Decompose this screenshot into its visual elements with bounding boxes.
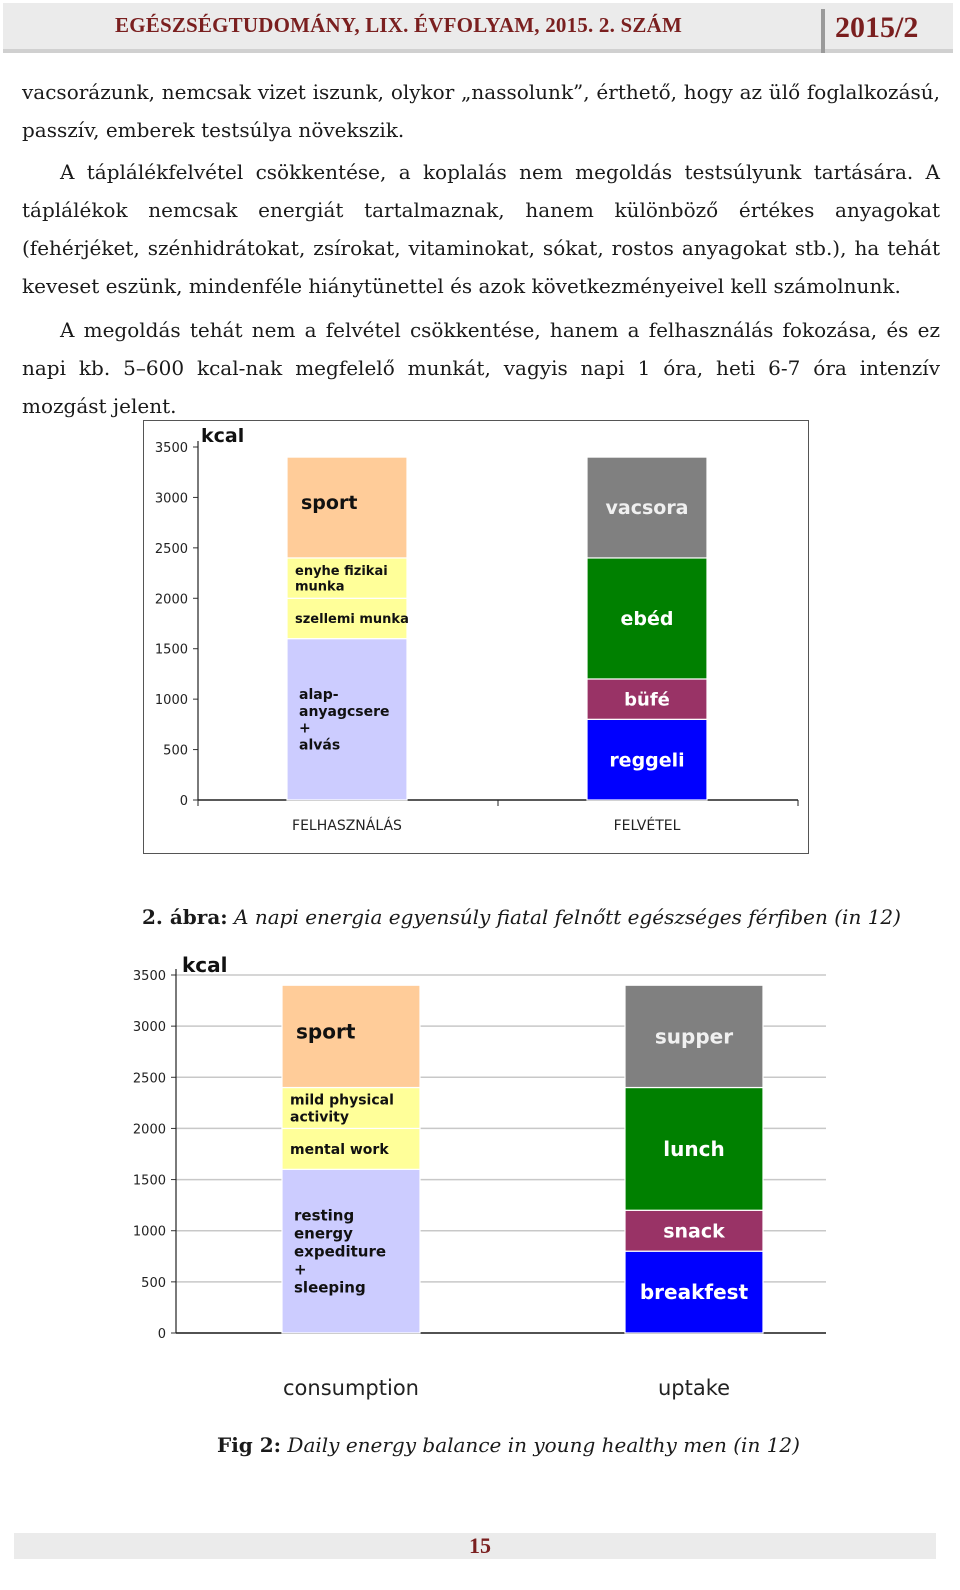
y-tick-label: 3500 (132, 969, 166, 984)
y-tick-label: 2000 (132, 1122, 166, 1138)
page-header (3, 3, 953, 53)
caption-text: Daily energy balance in young healthy men (in 12) (287, 1433, 800, 1457)
segment-label-sport: sport (301, 492, 358, 515)
y-tick-label: 2500 (132, 1071, 166, 1087)
y-tick-label: 0 (179, 794, 188, 809)
y-axis-label: kcal (182, 953, 228, 977)
category-label-felv-tel: FELVÉTEL (613, 818, 681, 834)
figure-caption-hungarian (142, 905, 901, 929)
y-tick-label: 2000 (154, 592, 188, 608)
caption-label: Fig 2: (217, 1433, 282, 1457)
segment-label-supper: supper (654, 1024, 734, 1049)
y-tick-label: 500 (141, 1275, 166, 1291)
figure-caption-english (217, 1433, 800, 1457)
segment-label-szellemi-munka: szellemi munka (295, 612, 409, 628)
category-label-felhaszn-l-s: FELHASZNÁLÁS (292, 818, 402, 834)
segment-label-eb-d: ebéd (620, 608, 674, 631)
paragraph-1: vacsorázunk, nemcsak vizet iszunk, olykor „nassolunk”, érthető, hogy az ülő foglalkozású, passzív, emberek testsúlya növekszik. (22, 80, 940, 142)
header-divider (821, 9, 825, 53)
segment-label-vacsora: vacsora (605, 497, 689, 520)
y-tick-label: 1500 (154, 642, 188, 658)
segment-label-snack: snack (663, 1220, 725, 1243)
y-tick-label: 0 (157, 1327, 166, 1342)
y-tick-label: 1000 (132, 1224, 166, 1240)
chart-frame (144, 421, 809, 854)
y-tick-label: 500 (163, 743, 188, 759)
segment-label-sport: sport (296, 1019, 356, 1044)
segment-label-alap-anyagcsere-alv-s: alap-anyagcsere + alvás (299, 687, 390, 754)
caption-label: 2. ábra: (142, 905, 228, 929)
segment-label-enyhe-fizikai-munka: enyhe fizikai munka (295, 563, 388, 595)
paragraph-2: A táplálékfelvétel csökkentése, a koplalás nem megoldás testsúlyunk tartására. A táplálékok nemcsak energiát tartalmaznak, hanem különböző értékes anyagokat (fehérjéket, szénhidrátokat, zsírokat, vitaminokat, sókat, rostos anyagokat stb.), ha tehát keveset eszünk, mindenféle hiánytünettel és azok következményeivel kell számolnunk. (22, 160, 940, 298)
y-tick-label: 3000 (132, 1020, 166, 1036)
y-tick-label: 2500 (154, 541, 188, 557)
y-tick-label: 3000 (154, 491, 188, 507)
paragraph-3: A megoldás tehát nem a felvétel csökkentése, hanem a felhasználás fokozása, és ez napi kb. 5–600 kcal-nak megfelelő munkát, vagyis napi 1 óra, heti 6-7 óra intenzív mozgást jelent. (22, 318, 940, 418)
issue-number: 2015/2 (835, 11, 919, 44)
journal-title: EGÉSZSÉGTUDOMÁNY, LIX. ÉVFOLYAM, 2015. 2. SZÁM (115, 13, 682, 37)
y-axis-label: kcal (201, 425, 245, 447)
y-tick-label: 3500 (154, 441, 188, 456)
segment-label-reggeli: reggeli (609, 749, 685, 772)
category-label-uptake: uptake (657, 1376, 731, 1400)
category-label-consumption: consumption (283, 1376, 419, 1400)
y-tick-label: 1000 (154, 693, 188, 709)
segment-label-mental-work: mental work (290, 1141, 389, 1158)
figure-2-chart-hungarian (143, 420, 809, 854)
segment-label-mild-physical-activity: mild physical activity (290, 1092, 394, 1126)
page-number: 15 (469, 1533, 491, 1558)
segment-label-breakfest: breakfest (639, 1280, 749, 1305)
segment-label-resting-energy-expediture-sleeping: resting energy expediture + sleeping (294, 1206, 387, 1297)
caption-text: A napi energia egyensúly fiatal felnőtt egészséges férfiben (in 12) (234, 905, 901, 929)
figure-2-chart-english (120, 950, 840, 1410)
segment-label-b-f: büfé (624, 689, 670, 711)
segment-label-lunch: lunch (663, 1136, 725, 1161)
body-text (22, 73, 940, 425)
y-tick-label: 1500 (132, 1173, 166, 1189)
